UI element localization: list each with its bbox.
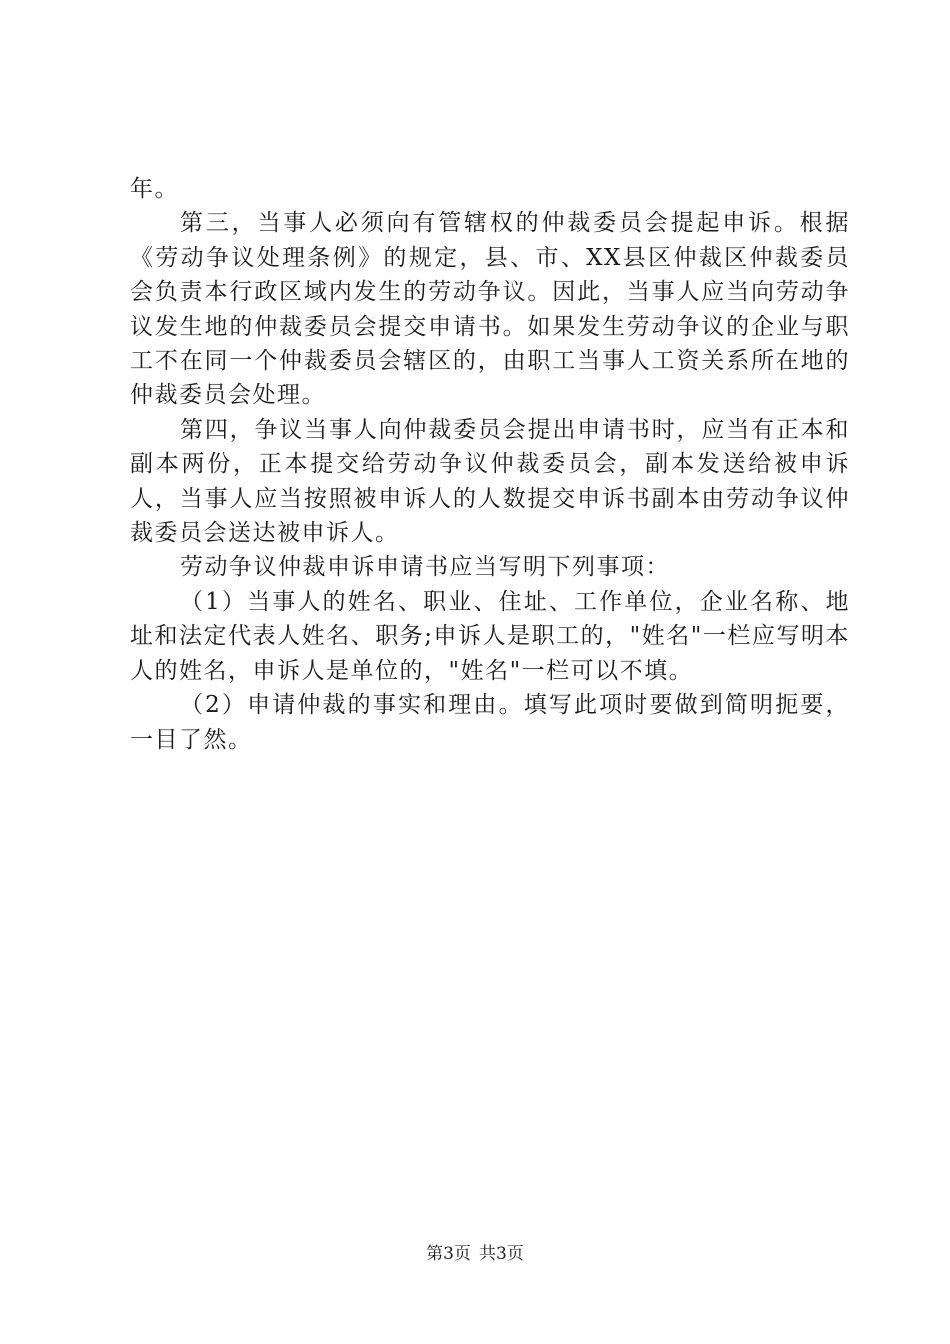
paragraph-third-point: 第三，当事人必须向有管辖权的仲裁委员会提起申诉。根据《劳动争议处理条例》的规定，县、市、XX县区仲裁区仲裁委员会负责本行政区域内发生的劳动争议。因此，当事人应当向劳动争议发生地的仲裁委员会提交申请书。如果发生劳动争议的企业与职工不在同一个仲裁委员会辖区的，由职工当事人工资关系所在地的仲裁委员会处理。 <box>130 210 850 409</box>
paragraph-item-1: （1）当事人的姓名、职业、住址、工作单位，企业名称、地址和法定代表人姓名、职务;申诉人是职工的，"姓名"一栏应写明本人的姓名，申诉人是单位的，"姓名"一栏可以不填。 <box>130 588 850 684</box>
page-footer <box>0 1242 950 1266</box>
paragraph-requirements-intro: 劳动争议仲裁申诉申请书应当写明下列事项： <box>180 554 670 581</box>
page-number: 第3页 <box>426 1244 471 1264</box>
document-body <box>130 172 850 757</box>
paragraph-item-2: （2）申请仲裁的事实和理由。填写此项时要做到简明扼要，一目了然。 <box>130 692 850 753</box>
paragraph-continuation: 年。 <box>130 176 179 202</box>
paragraph-fourth-point: 第四，争议当事人向仲裁委员会提出申请书时，应当有正本和副本两份，正本提交给劳动争议仲裁委员会，副本发送给被申诉人，当事人应当按照被申诉人的人数提交申诉书副本由劳动争议仲裁委员会送达被申诉人。 <box>130 416 850 547</box>
page-total: 共3页 <box>479 1244 524 1264</box>
